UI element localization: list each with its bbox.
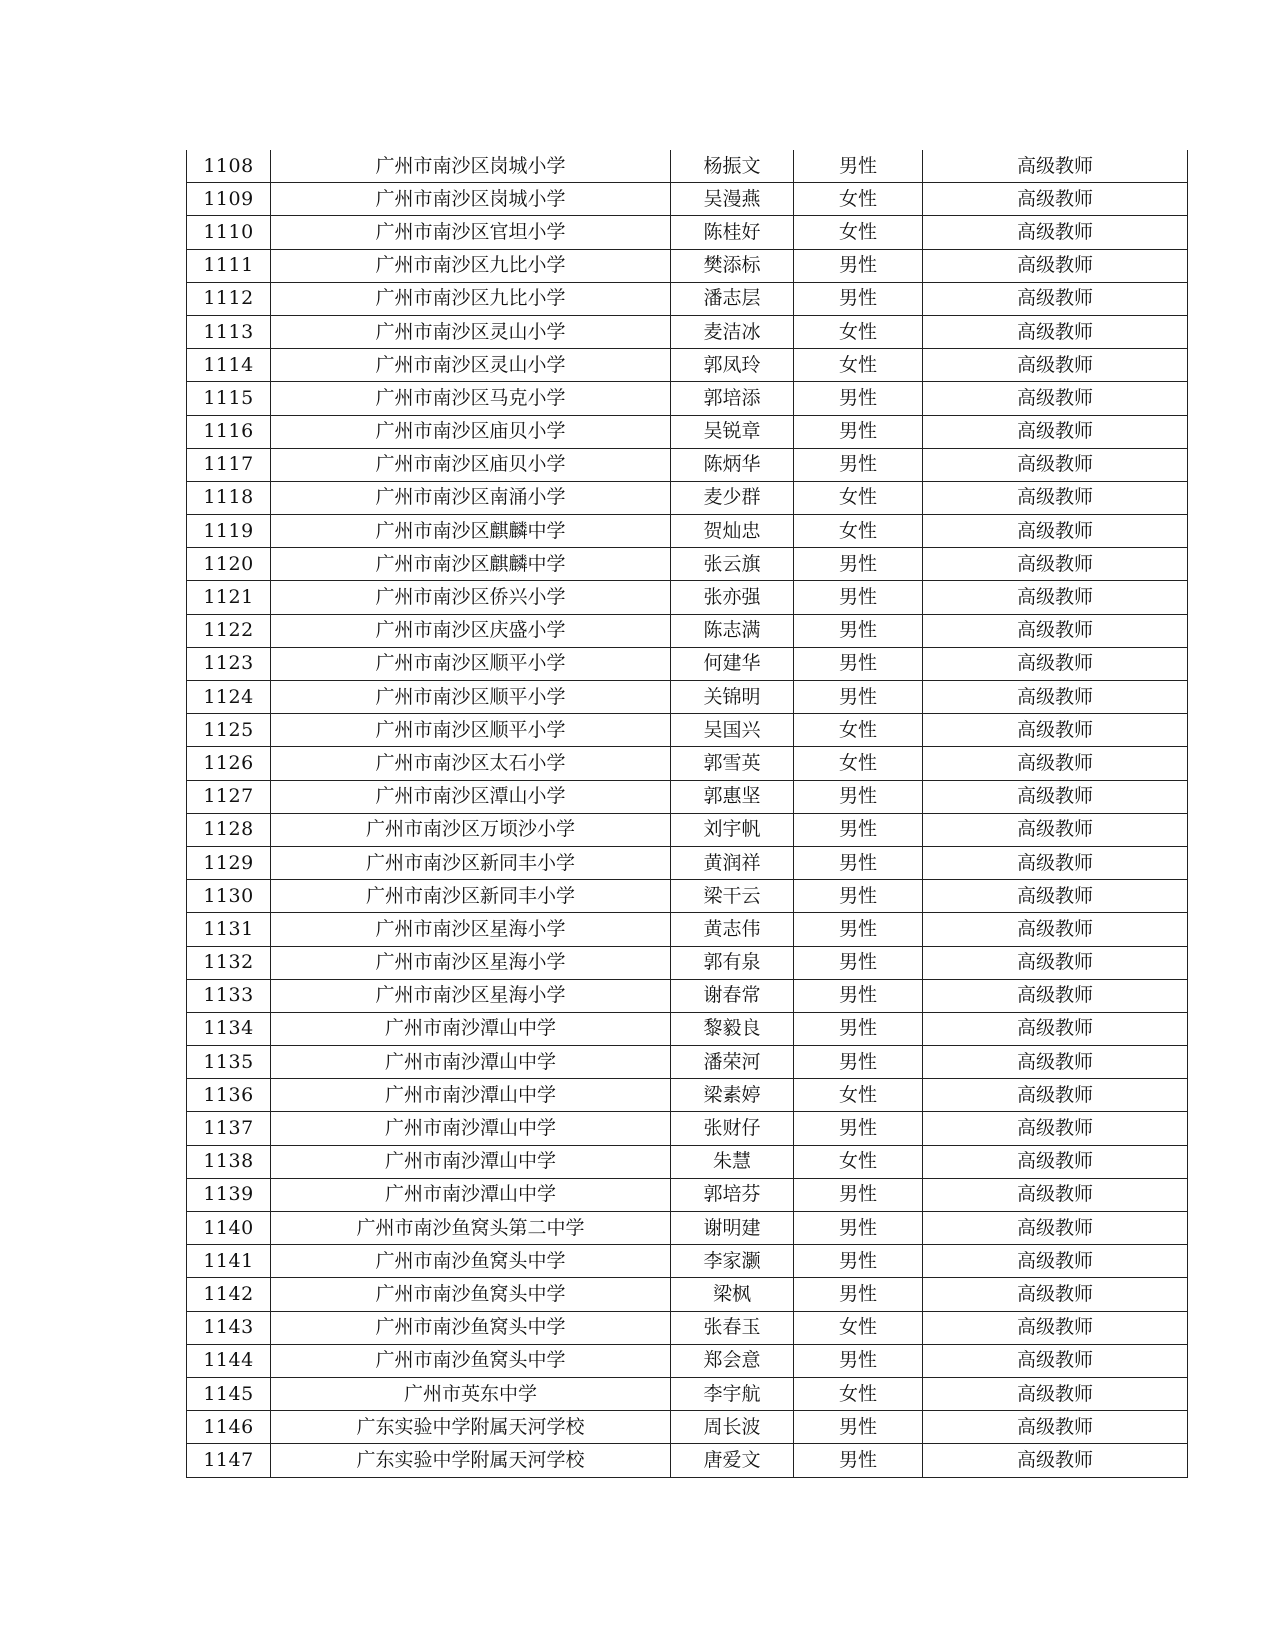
teacher-name-cell: 梁枫 (671, 1278, 794, 1311)
teacher-name-cell: 吴漫燕 (671, 183, 794, 216)
serial-number-cell: 1123 (187, 647, 271, 680)
table-row (187, 1377, 1188, 1410)
table-row (187, 282, 1188, 315)
professional-title-cell: 高级教师 (923, 681, 1188, 714)
professional-title-cell: 高级教师 (923, 813, 1188, 846)
gender-cell: 男性 (794, 1046, 923, 1079)
gender-cell: 男性 (794, 1245, 923, 1278)
teacher-name-cell: 张亦强 (671, 581, 794, 614)
school-cell: 广州市南沙区侨兴小学 (271, 581, 671, 614)
professional-title-cell: 高级教师 (923, 1377, 1188, 1410)
teacher-name-cell: 关锦明 (671, 681, 794, 714)
gender-cell: 男性 (794, 1444, 923, 1477)
table-row (187, 1245, 1188, 1278)
table-row (187, 1212, 1188, 1245)
serial-number-cell: 1121 (187, 581, 271, 614)
school-cell: 广州市南沙区马克小学 (271, 382, 671, 415)
school-cell: 广州市南沙区星海小学 (271, 946, 671, 979)
professional-title-cell: 高级教师 (923, 1079, 1188, 1112)
table-row (187, 1145, 1188, 1178)
school-cell: 广州市南沙鱼窝头中学 (271, 1344, 671, 1377)
gender-cell: 女性 (794, 1145, 923, 1178)
teacher-name-cell: 梁干云 (671, 880, 794, 913)
professional-title-cell: 高级教师 (923, 1344, 1188, 1377)
table-row (187, 249, 1188, 282)
serial-number-cell: 1145 (187, 1377, 271, 1410)
professional-title-cell: 高级教师 (923, 1411, 1188, 1444)
serial-number-cell: 1120 (187, 548, 271, 581)
school-cell: 广州市南沙区庙贝小学 (271, 448, 671, 481)
professional-title-cell: 高级教师 (923, 282, 1188, 315)
teacher-name-cell: 唐爱文 (671, 1444, 794, 1477)
table-row (187, 714, 1188, 747)
gender-cell: 女性 (794, 315, 923, 348)
professional-title-cell: 高级教师 (923, 1444, 1188, 1477)
school-cell: 广州市南沙区灵山小学 (271, 349, 671, 382)
gender-cell: 女性 (794, 481, 923, 514)
teacher-name-cell: 周长波 (671, 1411, 794, 1444)
school-cell: 广州市英东中学 (271, 1377, 671, 1410)
gender-cell: 男性 (794, 614, 923, 647)
school-cell: 广州市南沙区九比小学 (271, 249, 671, 282)
teacher-name-cell: 郭培芬 (671, 1178, 794, 1211)
professional-title-cell: 高级教师 (923, 1112, 1188, 1145)
teacher-name-cell: 李宇航 (671, 1377, 794, 1410)
gender-cell: 男性 (794, 813, 923, 846)
gender-cell: 女性 (794, 1079, 923, 1112)
teacher-name-cell: 郭培添 (671, 382, 794, 415)
teacher-name-cell: 谢明建 (671, 1212, 794, 1245)
table-row (187, 581, 1188, 614)
professional-title-cell: 高级教师 (923, 548, 1188, 581)
teacher-name-cell: 黎毅良 (671, 1012, 794, 1045)
serial-number-cell: 1115 (187, 382, 271, 415)
teacher-name-cell: 杨振文 (671, 150, 794, 183)
teacher-name-cell: 黄志伟 (671, 913, 794, 946)
school-cell: 广州市南沙区顺平小学 (271, 647, 671, 680)
teacher-name-cell: 李家灏 (671, 1245, 794, 1278)
teacher-name-cell: 张春玉 (671, 1311, 794, 1344)
school-cell: 广州市南沙潭山中学 (271, 1079, 671, 1112)
school-cell: 广州市南沙区灵山小学 (271, 315, 671, 348)
serial-number-cell: 1137 (187, 1112, 271, 1145)
serial-number-cell: 1113 (187, 315, 271, 348)
serial-number-cell: 1128 (187, 813, 271, 846)
school-cell: 广州市南沙区九比小学 (271, 282, 671, 315)
professional-title-cell: 高级教师 (923, 1212, 1188, 1245)
gender-cell: 男性 (794, 1012, 923, 1045)
gender-cell: 男性 (794, 448, 923, 481)
professional-title-cell: 高级教师 (923, 183, 1188, 216)
professional-title-cell: 高级教师 (923, 382, 1188, 415)
school-cell: 广州市南沙区麒麟中学 (271, 515, 671, 548)
serial-number-cell: 1143 (187, 1311, 271, 1344)
teacher-name-cell: 谢春常 (671, 979, 794, 1012)
gender-cell: 男性 (794, 880, 923, 913)
teacher-name-cell: 贺灿忠 (671, 515, 794, 548)
professional-title-cell: 高级教师 (923, 913, 1188, 946)
school-cell: 广州市南沙鱼窝头第二中学 (271, 1212, 671, 1245)
gender-cell: 男性 (794, 150, 923, 183)
professional-title-cell: 高级教师 (923, 448, 1188, 481)
teacher-name-cell: 郭雪英 (671, 747, 794, 780)
serial-number-cell: 1147 (187, 1444, 271, 1477)
school-cell: 广州市南沙区庆盛小学 (271, 614, 671, 647)
gender-cell: 女性 (794, 747, 923, 780)
table-row (187, 1012, 1188, 1045)
school-cell: 广州市南沙区星海小学 (271, 913, 671, 946)
gender-cell: 男性 (794, 946, 923, 979)
serial-number-cell: 1109 (187, 183, 271, 216)
professional-title-cell: 高级教师 (923, 315, 1188, 348)
school-cell: 广东实验中学附属天河学校 (271, 1444, 671, 1477)
table-row (187, 880, 1188, 913)
professional-title-cell: 高级教师 (923, 747, 1188, 780)
professional-title-cell: 高级教师 (923, 150, 1188, 183)
serial-number-cell: 1119 (187, 515, 271, 548)
professional-title-cell: 高级教师 (923, 581, 1188, 614)
serial-number-cell: 1127 (187, 780, 271, 813)
professional-title-cell: 高级教师 (923, 1311, 1188, 1344)
gender-cell: 男性 (794, 415, 923, 448)
teacher-name-cell: 潘荣河 (671, 1046, 794, 1079)
table-row (187, 647, 1188, 680)
teacher-name-cell: 朱慧 (671, 1145, 794, 1178)
serial-number-cell: 1144 (187, 1344, 271, 1377)
teacher-name-cell: 吴国兴 (671, 714, 794, 747)
school-cell: 广州市南沙鱼窝头中学 (271, 1278, 671, 1311)
table-row (187, 1444, 1188, 1477)
school-cell: 广州市南沙潭山中学 (271, 1046, 671, 1079)
school-cell: 广州市南沙鱼窝头中学 (271, 1311, 671, 1344)
table-row (187, 1411, 1188, 1444)
professional-title-cell: 高级教师 (923, 481, 1188, 514)
serial-number-cell: 1129 (187, 846, 271, 879)
table-row (187, 515, 1188, 548)
serial-number-cell: 1135 (187, 1046, 271, 1079)
teacher-roster-table (186, 150, 1188, 1478)
gender-cell: 男性 (794, 548, 923, 581)
table-row (187, 747, 1188, 780)
school-cell: 广州市南沙区岗城小学 (271, 150, 671, 183)
table-row (187, 481, 1188, 514)
serial-number-cell: 1132 (187, 946, 271, 979)
teacher-name-cell: 陈桂好 (671, 216, 794, 249)
school-cell: 广州市南沙潭山中学 (271, 1178, 671, 1211)
professional-title-cell: 高级教师 (923, 515, 1188, 548)
school-cell: 广州市南沙区南涌小学 (271, 481, 671, 514)
professional-title-cell: 高级教师 (923, 614, 1188, 647)
teacher-name-cell: 郭有泉 (671, 946, 794, 979)
serial-number-cell: 1146 (187, 1411, 271, 1444)
professional-title-cell: 高级教师 (923, 1245, 1188, 1278)
gender-cell: 女性 (794, 216, 923, 249)
table-row (187, 415, 1188, 448)
school-cell: 广州市南沙区万顷沙小学 (271, 813, 671, 846)
teacher-name-cell: 郭凤玲 (671, 349, 794, 382)
school-cell: 广州市南沙区顺平小学 (271, 681, 671, 714)
gender-cell: 男性 (794, 913, 923, 946)
gender-cell: 男性 (794, 979, 923, 1012)
professional-title-cell: 高级教师 (923, 979, 1188, 1012)
gender-cell: 女性 (794, 515, 923, 548)
gender-cell: 男性 (794, 846, 923, 879)
gender-cell: 男性 (794, 282, 923, 315)
gender-cell: 男性 (794, 647, 923, 680)
gender-cell: 女性 (794, 714, 923, 747)
table-row (187, 813, 1188, 846)
table-row (187, 1178, 1188, 1211)
teacher-name-cell: 郭惠坚 (671, 780, 794, 813)
serial-number-cell: 1141 (187, 1245, 271, 1278)
professional-title-cell: 高级教师 (923, 714, 1188, 747)
table-row (187, 448, 1188, 481)
serial-number-cell: 1130 (187, 880, 271, 913)
serial-number-cell: 1111 (187, 249, 271, 282)
school-cell: 广州市南沙鱼窝头中学 (271, 1245, 671, 1278)
serial-number-cell: 1140 (187, 1212, 271, 1245)
gender-cell: 男性 (794, 780, 923, 813)
school-cell: 广州市南沙区官坦小学 (271, 216, 671, 249)
serial-number-cell: 1108 (187, 150, 271, 183)
gender-cell: 男性 (794, 382, 923, 415)
table-row (187, 1311, 1188, 1344)
professional-title-cell: 高级教师 (923, 349, 1188, 382)
serial-number-cell: 1138 (187, 1145, 271, 1178)
teacher-name-cell: 麦少群 (671, 481, 794, 514)
serial-number-cell: 1117 (187, 448, 271, 481)
table-row (187, 1046, 1188, 1079)
table-row (187, 548, 1188, 581)
professional-title-cell: 高级教师 (923, 1145, 1188, 1178)
teacher-name-cell: 梁素婷 (671, 1079, 794, 1112)
gender-cell: 男性 (794, 1278, 923, 1311)
gender-cell: 男性 (794, 1112, 923, 1145)
school-cell: 广州市南沙区顺平小学 (271, 714, 671, 747)
teacher-name-cell: 刘宇帆 (671, 813, 794, 846)
serial-number-cell: 1126 (187, 747, 271, 780)
serial-number-cell: 1112 (187, 282, 271, 315)
gender-cell: 男性 (794, 581, 923, 614)
school-cell: 广州市南沙潭山中学 (271, 1112, 671, 1145)
gender-cell: 女性 (794, 1311, 923, 1344)
table-row (187, 614, 1188, 647)
school-cell: 广州市南沙潭山中学 (271, 1012, 671, 1045)
teacher-name-cell: 黄润祥 (671, 846, 794, 879)
serial-number-cell: 1118 (187, 481, 271, 514)
gender-cell: 男性 (794, 1212, 923, 1245)
serial-number-cell: 1142 (187, 1278, 271, 1311)
school-cell: 广州市南沙区新同丰小学 (271, 880, 671, 913)
table-row (187, 150, 1188, 183)
school-cell: 广州市南沙潭山中学 (271, 1145, 671, 1178)
gender-cell: 女性 (794, 349, 923, 382)
teacher-name-cell: 麦洁冰 (671, 315, 794, 348)
table-row (187, 780, 1188, 813)
professional-title-cell: 高级教师 (923, 846, 1188, 879)
table-row (187, 349, 1188, 382)
teacher-name-cell: 陈炳华 (671, 448, 794, 481)
teacher-name-cell: 张云旗 (671, 548, 794, 581)
table-row (187, 183, 1188, 216)
school-cell: 广州市南沙区岗城小学 (271, 183, 671, 216)
teacher-name-cell: 樊添标 (671, 249, 794, 282)
table-row (187, 382, 1188, 415)
table-row (187, 913, 1188, 946)
teacher-name-cell: 郑会意 (671, 1344, 794, 1377)
table-row (187, 1278, 1188, 1311)
gender-cell: 男性 (794, 249, 923, 282)
serial-number-cell: 1133 (187, 979, 271, 1012)
professional-title-cell: 高级教师 (923, 1278, 1188, 1311)
serial-number-cell: 1136 (187, 1079, 271, 1112)
professional-title-cell: 高级教师 (923, 946, 1188, 979)
table-row (187, 846, 1188, 879)
table-row (187, 1079, 1188, 1112)
professional-title-cell: 高级教师 (923, 880, 1188, 913)
professional-title-cell: 高级教师 (923, 249, 1188, 282)
professional-title-cell: 高级教师 (923, 1046, 1188, 1079)
gender-cell: 男性 (794, 1178, 923, 1211)
school-cell: 广州市南沙区麒麟中学 (271, 548, 671, 581)
professional-title-cell: 高级教师 (923, 780, 1188, 813)
gender-cell: 女性 (794, 183, 923, 216)
roster-body (187, 150, 1188, 1477)
serial-number-cell: 1110 (187, 216, 271, 249)
serial-number-cell: 1122 (187, 614, 271, 647)
serial-number-cell: 1134 (187, 1012, 271, 1045)
gender-cell: 女性 (794, 1377, 923, 1410)
table-row (187, 681, 1188, 714)
school-cell: 广州市南沙区庙贝小学 (271, 415, 671, 448)
table-row (187, 315, 1188, 348)
serial-number-cell: 1114 (187, 349, 271, 382)
school-cell: 广州市南沙区太石小学 (271, 747, 671, 780)
teacher-name-cell: 潘志层 (671, 282, 794, 315)
teacher-name-cell: 吴锐章 (671, 415, 794, 448)
serial-number-cell: 1131 (187, 913, 271, 946)
school-cell: 广州市南沙区星海小学 (271, 979, 671, 1012)
serial-number-cell: 1125 (187, 714, 271, 747)
professional-title-cell: 高级教师 (923, 415, 1188, 448)
table-row (187, 946, 1188, 979)
professional-title-cell: 高级教师 (923, 647, 1188, 680)
professional-title-cell: 高级教师 (923, 1178, 1188, 1211)
table-row (187, 216, 1188, 249)
teacher-name-cell: 何建华 (671, 647, 794, 680)
teacher-name-cell: 张财仔 (671, 1112, 794, 1145)
professional-title-cell: 高级教师 (923, 216, 1188, 249)
table-row (187, 1112, 1188, 1145)
serial-number-cell: 1116 (187, 415, 271, 448)
serial-number-cell: 1124 (187, 681, 271, 714)
table-row (187, 979, 1188, 1012)
school-cell: 广东实验中学附属天河学校 (271, 1411, 671, 1444)
table-row (187, 1344, 1188, 1377)
serial-number-cell: 1139 (187, 1178, 271, 1211)
school-cell: 广州市南沙区新同丰小学 (271, 846, 671, 879)
gender-cell: 男性 (794, 1411, 923, 1444)
school-cell: 广州市南沙区潭山小学 (271, 780, 671, 813)
professional-title-cell: 高级教师 (923, 1012, 1188, 1045)
gender-cell: 男性 (794, 1344, 923, 1377)
gender-cell: 男性 (794, 681, 923, 714)
teacher-name-cell: 陈志满 (671, 614, 794, 647)
